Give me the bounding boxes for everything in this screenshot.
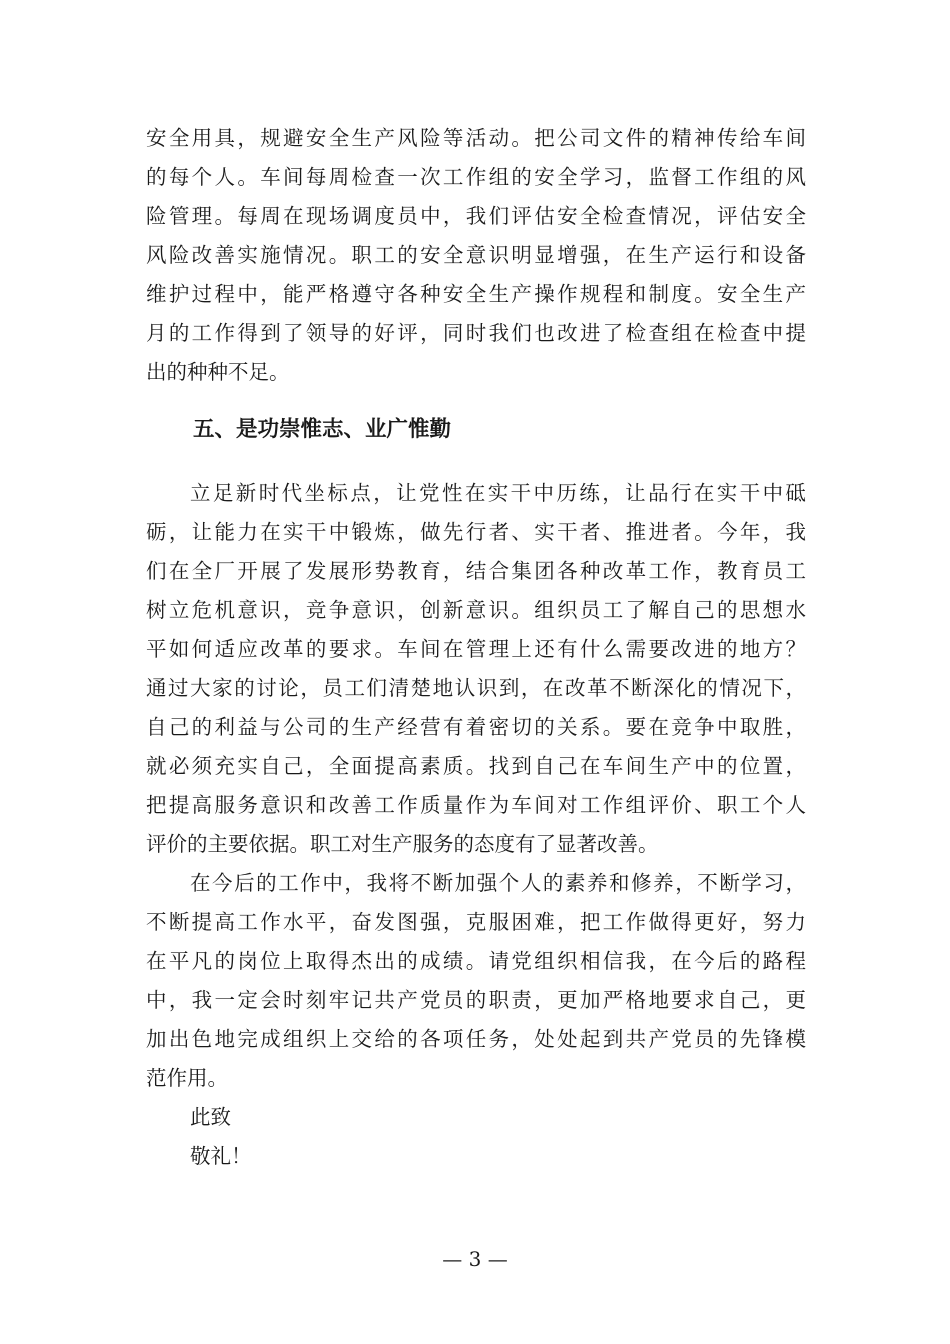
text-line: 中，我一定会时刻牢记共产党员的职责，更加严格地要求自己，更 [146,988,806,1012]
text-line: 树立危机意识，竞争意识，创新意识。组织员工了解自己的思想水 [146,598,806,622]
text-line: 们在全厂开展了发展形势教育，结合集团各种改革工作，教育员工 [146,559,806,583]
page-number: — 3 — [442,1247,508,1271]
text-line: 就必须充实自己，全面提高素质。找到自己在车间生产中的位置， [146,754,806,778]
text-line: 的每个人。车间每周检查一次工作组的安全学习，监督工作组的风 [146,165,806,189]
text-line: 把提高服务意识和改善工作质量作为车间对工作组评价、职工个人 [146,793,806,817]
text-line: 月的工作得到了领导的好评，同时我们也改进了检查组在检查中提 [146,321,806,345]
text-line: 立足新时代坐标点，让党性在实干中历练，让品行在实干中砥 [190,481,806,505]
text-line: 在平凡的岗位上取得杰出的成绩。请党组织相信我，在今后的路程 [146,949,806,973]
text-line: 出的种种不足。 [146,360,290,384]
text-line: 风险改善实施情况。职工的安全意识明显增强，在生产运行和设备 [146,243,806,267]
text-line: 险管理。每周在现场调度员中，我们评估安全检查情况，评估安全 [146,204,806,228]
section-heading: 五、是功崇惟志、业广惟勤 [193,417,452,442]
text-line: 自己的利益与公司的生产经营有着密切的关系。要在竞争中取胜， [146,715,806,739]
text-line: 在今后的工作中，我将不断加强个人的素养和修养，不断学习， [190,871,806,895]
text-line: 评价的主要依据。职工对生产服务的态度有了显著改善。 [146,832,659,856]
closing-salutation: 此致 [190,1105,231,1129]
text-line: 加出色地完成组织上交给的各项任务，处处起到共产党员的先锋模 [146,1027,806,1051]
closing-regards: 敬礼！ [190,1144,252,1168]
text-line: 不断提高工作水平，奋发图强，克服困难，把工作做得更好，努力 [146,910,806,934]
text-line: 平如何适应改革的要求。车间在管理上还有什么需要改进的地方？ [146,637,806,661]
text-line: 维护过程中，能严格遵守各种安全生产操作规程和制度。安全生产 [146,282,806,306]
text-line: 砺，让能力在实干中锻炼，做先行者、实干者、推进者。今年，我 [146,520,806,544]
text-line: 范作用。 [146,1066,228,1090]
text-line: 安全用具，规避安全生产风险等活动。把公司文件的精神传给车间 [146,126,806,150]
text-line: 通过大家的讨论，员工们清楚地认识到，在改革不断深化的情况下， [146,676,806,700]
